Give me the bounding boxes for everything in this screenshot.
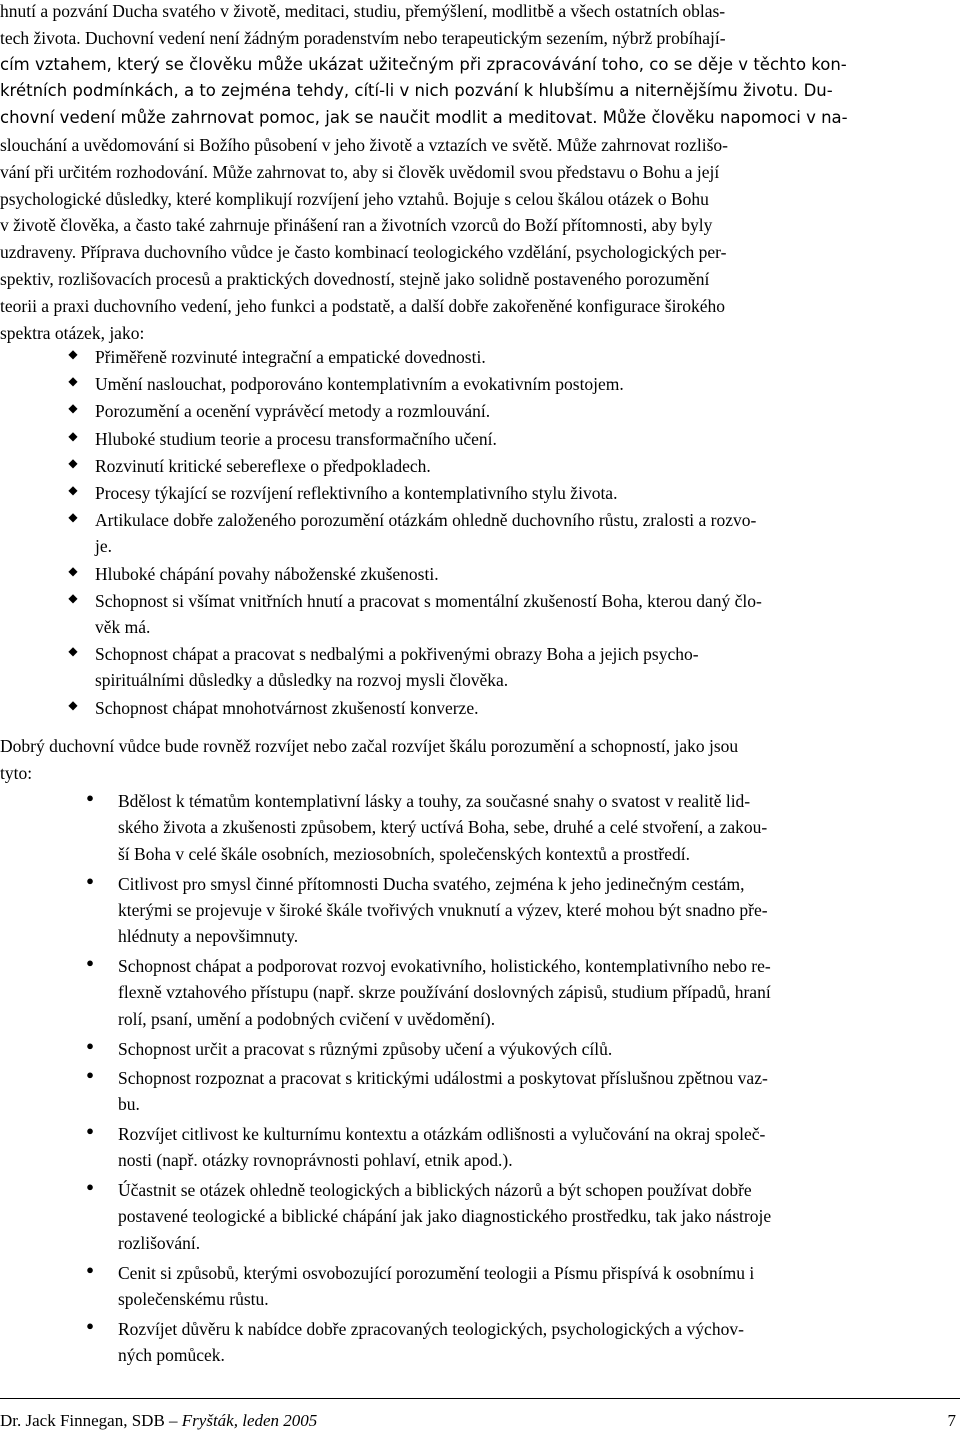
- text-line: Umění naslouchat, podporováno kontemplativním a evokativním postojem.: [95, 374, 624, 395]
- list-item-text: [118, 1177, 960, 1256]
- text-line: Artikulace dobře založeného porozumění otázkám ohledně duchovního růstu, zralosti a rozvo-: [95, 510, 757, 531]
- text-line: ší Boha v celé škále osobních, meziosobních, společenských kontextů a prostředí.: [118, 843, 691, 864]
- diamond-bullet-icon: ◆: [68, 401, 78, 416]
- intro-paragraph: [0, 0, 960, 346]
- dot-bullet-icon: ●: [86, 1123, 94, 1138]
- list-item-text: [95, 453, 960, 479]
- text-line: Schopnost chápat a pracovat s nedbalými a pokřivenými obrazy Boha a jejich psycho-: [95, 644, 699, 665]
- text-line: krétních podmínkách, a to zejména tehdy, cítí-li v nich pozvání k hlubšímu a niternějšímu životu. Du-: [0, 81, 833, 101]
- diamond-bullet-icon: ◆: [68, 483, 78, 497]
- text-line: spektiv, rozlišovacích procesů a praktických dovedností, stejně jako solidně postaveného porozumění: [0, 268, 710, 289]
- list-item-text: [95, 561, 960, 587]
- text-line: ského života a zkušenosti způsobem, který uctívá Boha, sebe, druhé a celé stvoření, a zakou-: [118, 817, 768, 838]
- text-line: Rozvinutí kritické sebereflexe o předpokladech.: [95, 455, 431, 476]
- list-item-text: [118, 953, 960, 1032]
- diamond-bullet-icon: ◆: [68, 644, 78, 659]
- text-line: spirituálními důsledky a důsledky na rozvoj mysli člověka.: [95, 670, 509, 691]
- text-line: Schopnost chápat a podporovat rozvoj evokativního, holistického, kontemplativního nebo re-: [118, 956, 771, 976]
- list-item-text: [95, 371, 960, 397]
- text-line: postavené teologické a biblické chápání jak jako diagnostického prostředku, tak jako nástroje: [118, 1206, 772, 1227]
- text-line: Porozumění a ocenění vyprávěcí metody a rozmlouvání.: [95, 401, 491, 422]
- list-item-text: [95, 588, 960, 641]
- dot-bullet-icon: ●: [86, 872, 94, 888]
- footer-credit: [0, 1411, 317, 1431]
- list-item-text: [95, 507, 960, 560]
- list-item-text: [118, 1316, 960, 1369]
- dot-bullet-icon: ●: [86, 1037, 94, 1053]
- dot-bullet-icon: ●: [86, 1261, 94, 1277]
- text-line: Procesy týkající se rozvíjení reflektivního a kontemplativního stylu života.: [95, 483, 618, 503]
- footer-place-date: Fryšták, leden 2005: [181, 1411, 318, 1430]
- text-line: Přiměřeně rozvinuté integrační a empatické dovednosti.: [95, 347, 486, 367]
- text-line: Rozvíjet důvěru k nabídce dobře zpracovaných teologických, psychologických a výchov-: [118, 1318, 744, 1339]
- footer-divider: [0, 1398, 960, 1399]
- list-item-text: [95, 480, 960, 506]
- diamond-bullet-icon: ◆: [68, 374, 78, 389]
- list-item-text: [118, 871, 960, 950]
- dot-bullet-icon: ●: [86, 1067, 94, 1082]
- diamond-bullet-icon: ◆: [68, 455, 78, 470]
- text-line: společenskému růstu.: [118, 1288, 269, 1309]
- list-item-text: [95, 398, 960, 424]
- text-line: tech života. Duchovní vedení není žádným poradenstvím nebo terapeutickým sezením, nýbrž probíhají-: [0, 27, 726, 48]
- text-line: Schopnost si všímat vnitřních hnutí a pracovat s momentální zkušeností Boha, kterou daný člo-: [95, 590, 762, 611]
- list-item-text: [118, 1260, 960, 1313]
- diamond-bullet-icon: ◆: [68, 347, 78, 361]
- text-line: Schopnost určit a pracovat s různými způsoby učení a výukových cílů.: [118, 1038, 613, 1059]
- list-item-text: [95, 641, 960, 694]
- text-line: cím vztahem, který se člověku může ukázat užitečným při zpracovávání toho, co se děje v těchto kon-: [0, 54, 847, 74]
- footer-author: Dr. Jack Finnegan, SDB –: [0, 1411, 182, 1430]
- list-item-text: [118, 788, 960, 867]
- list-item-text: [118, 1121, 960, 1174]
- dot-bullet-icon: ●: [86, 1179, 94, 1194]
- text-line: je.: [95, 536, 113, 557]
- list-item-text: [118, 1036, 960, 1062]
- text-line: Hluboké studium teorie a procesu transformačního učení.: [95, 428, 497, 449]
- second-paragraph: [0, 733, 960, 787]
- text-line: Dobrý duchovní vůdce bude rovněž rozvíjet nebo začal rozvíjet škálu porozumění a schopností, jako jsou: [0, 736, 739, 756]
- text-line: hnutí a pozvání Ducha svatého v životě, meditaci, studiu, přemýšlení, modlitbě a všech ostatních oblas-: [0, 1, 726, 21]
- text-line: věk má.: [95, 617, 151, 638]
- text-line: psychologické důsledky, které komplikují rozvíjení jeho vztahů. Bojuje s celou škálou otázek o Bohu: [0, 188, 709, 209]
- text-line: vání při určitém rozhodování. Může zahrnovat to, aby si člověk uvědomil svou představu o Bohu a její: [0, 161, 720, 182]
- text-line: rolí, psaní, umění a podobných cvičení v uvědomění).: [118, 1008, 496, 1029]
- text-line: chovní vedení může zahrnovat pomoc, jak se naučit modlit a meditovat. Může člověku napomoci v na-: [0, 108, 848, 128]
- text-line: spektra otázek, jako:: [0, 322, 145, 343]
- text-line: flexně vztahového přístupu (např. skrze používání doslovných zápisů, studium případů, hraní: [118, 982, 771, 1003]
- text-line: hlédnuty a nepovšimnuty.: [118, 926, 299, 947]
- text-line: Schopnost chápat mnohotvárnost zkušeností konverze.: [95, 697, 479, 718]
- diamond-bullet-icon: ◆: [68, 428, 78, 443]
- text-line: nosti (např. otázky rovnoprávnosti pohlaví, etnik apod.).: [118, 1150, 513, 1171]
- text-line: Účastnit se otázek ohledně teologických a biblických názorů a být schopen používat dobře: [118, 1180, 752, 1200]
- text-line: Hluboké chápání povahy náboženské zkušenosti.: [95, 563, 439, 584]
- dot-bullet-icon: ●: [86, 1317, 94, 1333]
- page-number: 7: [947, 1411, 956, 1430]
- diamond-bullet-icon: ◆: [68, 563, 78, 578]
- text-line: ných pomůcek.: [118, 1344, 225, 1365]
- list-item-text: [95, 344, 960, 370]
- text-line: Schopnost rozpoznat a pracovat s kritickými událostmi a poskytovat příslušnou zpětnou vaz-: [118, 1068, 768, 1088]
- text-line: rozlišování.: [118, 1232, 201, 1253]
- text-line: teorii a praxi duchovního vedení, jeho funkci a podstatě, a další dobře zakořeněné konfigurace širokého: [0, 295, 726, 316]
- text-line: slouchání a uvědomování si Božího působení v jeho životě a vztazích ve světě. Může zahrnovat rozlišo-: [0, 134, 728, 155]
- list-item-text: [118, 1065, 960, 1118]
- text-line: v životě člověka, a často také zahrnuje přinášení ran a životních vzorců do Boží přítomnosti, aby byly: [0, 215, 713, 236]
- text-line: uzdraveny. Příprava duchovního vůdce je často kombinací teologického vzdělání, psychologických per-: [0, 242, 727, 263]
- text-line: kterými se projevuje v široké škále tvořivých vnuknutí a výzev, které mohou být snadno pře-: [118, 899, 768, 920]
- diamond-bullet-icon: ◆: [68, 590, 78, 605]
- text-line: Rozvíjet citlivost ke kulturnímu kontextu a otázkám odlišnosti a vylučování na okraj společ-: [118, 1124, 766, 1144]
- text-line: Bdělost k tématům kontemplativní lásky a touhy, za současné snahy o svatost v realitě lid-: [118, 791, 751, 811]
- page-footer: [0, 1400, 960, 1430]
- text-line: tyto:: [0, 762, 33, 783]
- text-line: Cenit si způsobů, kterými osvobozující porozumění teologii a Písmu přispívá k osobnímu i: [118, 1262, 755, 1283]
- text-line: Citlivost pro smysl činné přítomnosti Ducha svatého, zejména k jeho jedinečným cestám,: [118, 873, 745, 894]
- text-line: bu.: [118, 1094, 140, 1115]
- list-item-text: [95, 695, 960, 721]
- diamond-bullet-icon: ◆: [68, 697, 78, 712]
- dot-bullet-icon: ●: [86, 790, 94, 805]
- list-item-text: [95, 426, 960, 452]
- diamond-bullet-icon: ◆: [68, 510, 78, 525]
- dot-bullet-icon: ●: [86, 955, 94, 970]
